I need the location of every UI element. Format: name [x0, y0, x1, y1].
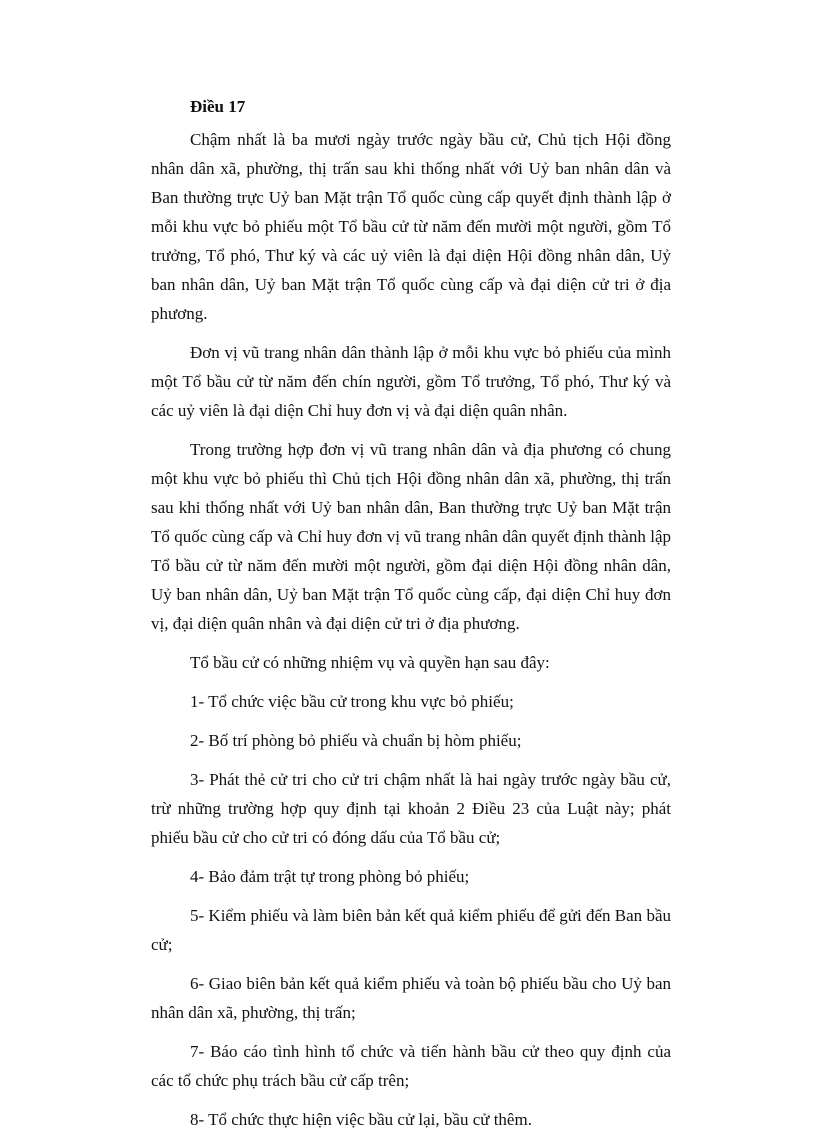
list-item: 3- Phát thẻ cử tri cho cử tri chậm nhất là hai ngày trước ngày bầu cử, trừ những trường hợp quy định tại khoản 2 Điều 23 của Luật này; phát phiếu bầu cử cho cử tri có đóng dấu của Tổ bầu cử;: [151, 770, 671, 847]
list-item: 5- Kiểm phiếu và làm biên bản kết quả kiểm phiếu để gửi đến Ban bầu cử;: [151, 906, 671, 954]
paragraph: Trong trường hợp đơn vị vũ trang nhân dân và địa phương có chung một khu vực bỏ phiếu thì Chủ tịch Hội đồng nhân dân xã, phường, thị trấn sau khi thống nhất với Uỷ ban nhân dân, Ban thường trực Uỷ ban Mặt trận Tổ quốc cùng cấp và Chỉ huy đơn vị vũ trang nhân dân quyết định thành lập Tổ bầu cử từ năm đến mười một người, gồm đại diện Hội đồng nhân dân, Uỷ ban nhân dân, Uỷ ban Mặt trận Tổ quốc cùng cấp, đại diện Chỉ huy đơn vị, đại diện quân nhân và đại diện cử tri ở địa phương.: [151, 440, 671, 633]
list-item: 4- Bảo đảm trật tự trong phòng bỏ phiếu;: [190, 867, 470, 886]
list-item: 7- Báo cáo tình hình tổ chức và tiến hành bầu cử theo quy định của các tổ chức phụ trách bầu cử cấp trên;: [151, 1042, 671, 1090]
document-body: [151, 92, 671, 1144]
paragraph: Chậm nhất là ba mươi ngày trước ngày bầu cử, Chủ tịch Hội đồng nhân dân xã, phường, thị trấn sau khi thống nhất với Uỷ ban nhân dân và Ban thường trực Uỷ ban Mặt trận Tổ quốc cùng cấp quyết định thành lập ở mỗi khu vực bỏ phiếu một Tổ bầu cử từ năm đến mười một người, gồm Tổ trưởng, Tổ phó, Thư ký và các uỷ viên là đại diện Hội đồng nhân dân, Uỷ ban nhân dân, Uỷ ban Mặt trận Tổ quốc cùng cấp và đại diện cử tri ở địa phương.: [151, 130, 671, 323]
list-item: 2- Bố trí phòng bỏ phiếu và chuẩn bị hòm phiếu;: [190, 731, 522, 750]
article-heading: Điều 17: [190, 97, 246, 116]
paragraph: Tổ bầu cử có những nhiệm vụ và quyền hạn sau đây:: [190, 653, 550, 672]
list-item: 1- Tổ chức việc bầu cử trong khu vực bỏ phiếu;: [190, 692, 514, 711]
list-item: 8- Tổ chức thực hiện việc bầu cử lại, bầu cử thêm.: [190, 1110, 532, 1129]
list-item: 6- Giao biên bản kết quả kiểm phiếu và toàn bộ phiếu bầu cho Uỷ ban nhân dân xã, phường, thị trấn;: [151, 974, 671, 1022]
duty-list: [151, 687, 671, 1134]
paragraph: Đơn vị vũ trang nhân dân thành lập ở mỗi khu vực bỏ phiếu của mình một Tổ bầu cử từ năm đến chín người, gồm Tổ trưởng, Tổ phó, Thư ký và các uỷ viên là đại diện Chỉ huy đơn vị và đại diện quân nhân.: [151, 343, 671, 420]
